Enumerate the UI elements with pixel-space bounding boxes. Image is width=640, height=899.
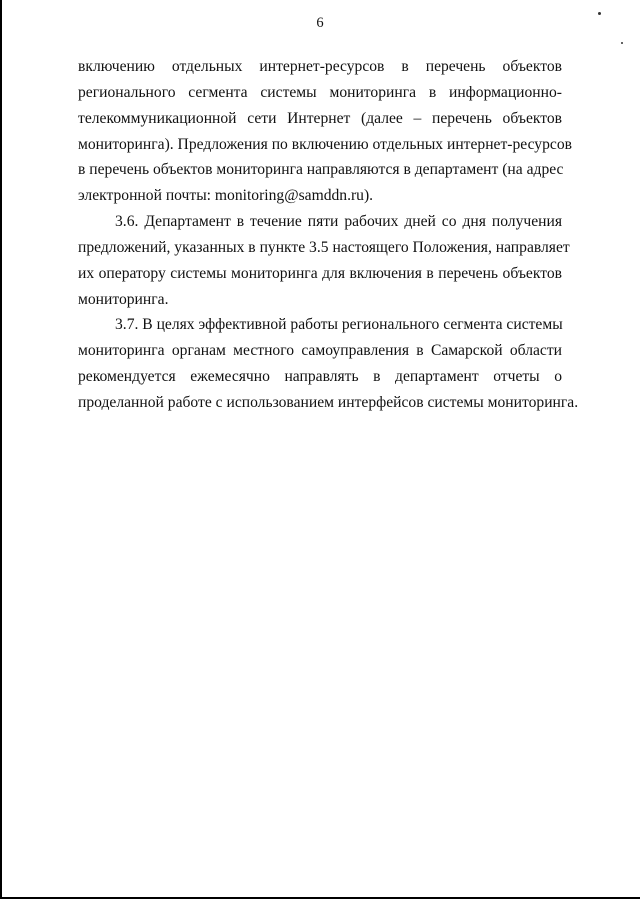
text-line: в перечень объектов мониторинга направляются в департамент (на адрес (78, 161, 564, 179)
text-line: включению отдельных интернет-ресурсов в перечень объектов (78, 58, 562, 75)
page-number: 6 (316, 15, 324, 31)
scan-left-edge (0, 0, 2, 899)
text-line: мониторинга органам местного самоуправления в Самарской области (78, 342, 562, 360)
text-line: 3.6. Департамент в течение пяти рабочих дней со дня получения (115, 213, 562, 231)
text-line: мониторинга). Предложения по включению отдельных интернет-ресурсов (78, 135, 572, 153)
paragraph-3-7 (78, 312, 579, 415)
paragraph-3-6 (78, 209, 570, 312)
text-line: 3.7. В целях эффективной работы регионального сегмента системы (115, 316, 563, 334)
text-line: рекомендуется ежемесячно направлять в департамент отчеты о (78, 368, 562, 386)
text-line: телекоммуникационной сети Интернет (далее – перечень объектов (78, 109, 562, 127)
text-line: их оператору системы мониторинга для включения в перечень объектов (78, 264, 562, 282)
paragraph-1 (78, 54, 572, 209)
text-line: регионального сегмента системы мониторинга в информационно- (78, 83, 562, 101)
text-line: предложений, указанных в пункте 3.5 настоящего Положения, направляет (78, 238, 570, 256)
text-line: электронной почты: monitoring@samddn.ru). (78, 187, 374, 205)
text-line: мониторинга. (78, 290, 169, 308)
text-line: проделанной работе с использованием интерфейсов системы мониторинга. (78, 393, 579, 411)
body-text (78, 54, 579, 416)
scan-speck (621, 42, 623, 44)
